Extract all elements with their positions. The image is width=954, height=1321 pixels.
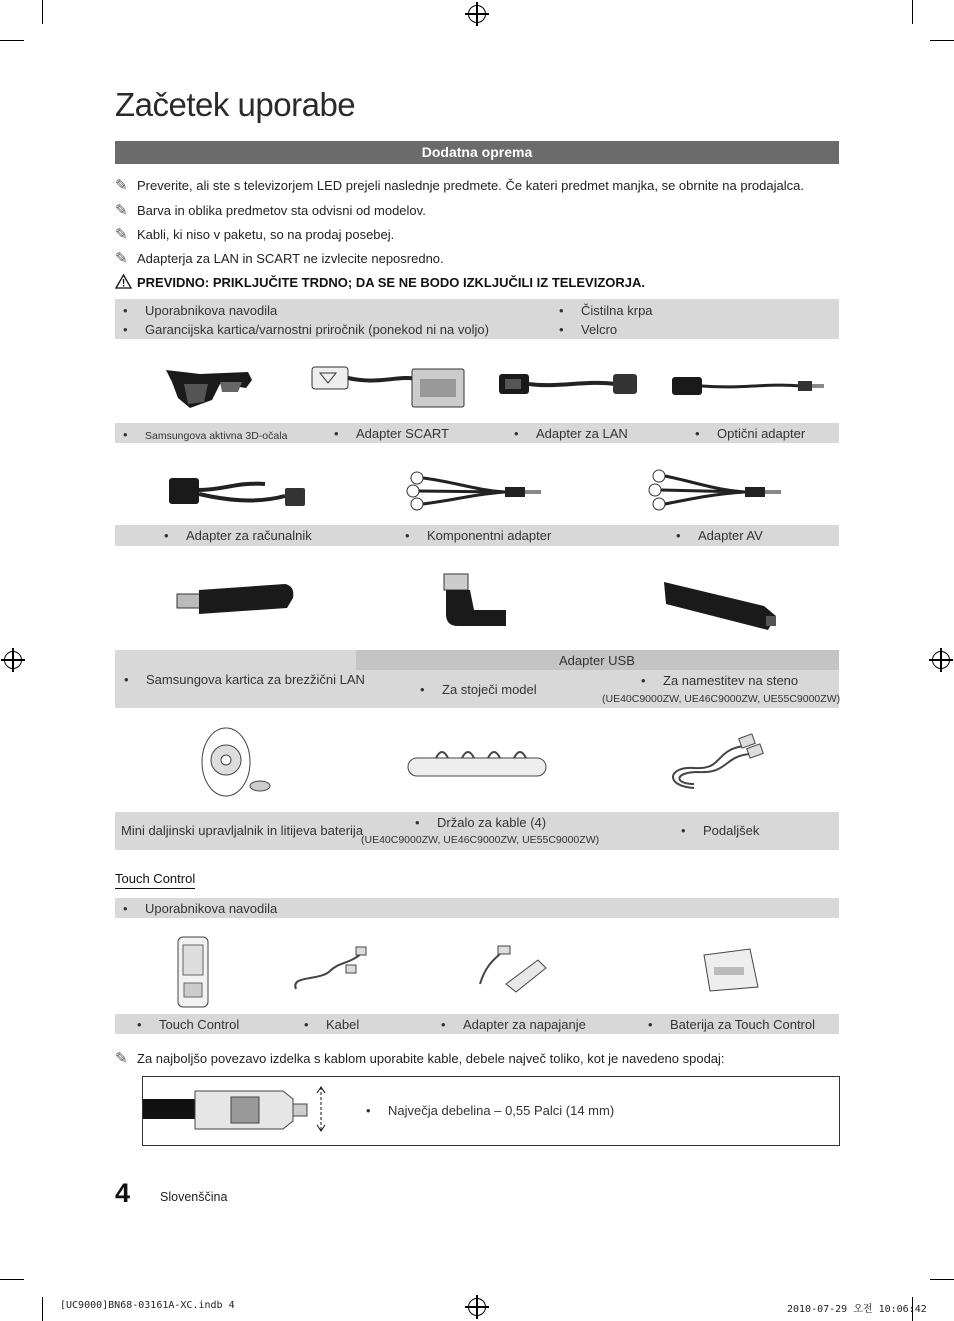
- item-label: • Adapter za napajanje: [441, 1017, 586, 1032]
- warning-line: [115, 274, 645, 290]
- list-item: • Velcro: [559, 322, 617, 337]
- mini-remote-illustration: [200, 724, 272, 798]
- item-label: Mini daljinski upravljalnik in litijeva baterija: [121, 823, 364, 838]
- pencil-icon: ✎: [115, 226, 128, 243]
- print-file-info: [UC9000]BN68-03161A-XC.indb 4: [60, 1300, 235, 1311]
- pencil-icon: ✎: [115, 177, 128, 194]
- warning-text: PREVIDNO: PRIKLJUČITE TRDNO; DA SE NE BODO IZKLJUČILI IZ TELEVIZORJA.: [137, 275, 645, 290]
- cable-holder-illustration: [404, 744, 550, 784]
- crop-mark: [42, 1297, 43, 1321]
- usb-adapter-header: Adapter USB: [559, 653, 635, 668]
- page-number: 4: [115, 1178, 131, 1208]
- model-list: (UE40C9000ZW, UE46C9000ZW, UE55C9000ZW): [361, 834, 600, 846]
- item-label: • Touch Control: [137, 1017, 239, 1032]
- crop-mark: [0, 1279, 24, 1280]
- note-item: [115, 225, 394, 243]
- usb-adapter-wall-illustration: [658, 576, 780, 632]
- note-item: [115, 249, 444, 267]
- touch-control-remote-illustration: [176, 935, 212, 1009]
- item-label: • Adapter za LAN: [514, 426, 628, 441]
- list-item: • Čistilna krpa: [559, 303, 653, 318]
- touch-control-cable-illustration: [290, 945, 370, 997]
- crop-mark: [930, 1279, 954, 1280]
- note-text: Barva in oblika predmetov sta odvisni od modelov.: [137, 203, 426, 218]
- note-item: [115, 1049, 725, 1067]
- list-item: • Garancijska kartica/varnostni priročnik (ponekod ni na voljo): [123, 322, 489, 337]
- item-label: • Samsungova aktivna 3D-očala: [123, 427, 287, 442]
- item-label: • Držalo za kable (4): [415, 815, 546, 830]
- pc-adapter-illustration: [165, 470, 310, 512]
- model-list: (UE40C9000ZW, UE46C9000ZW, UE55C9000ZW): [602, 693, 841, 705]
- battery-illustration: [700, 947, 760, 993]
- item-label: • Adapter AV: [676, 528, 763, 543]
- list-item: • Uporabnikova navodila: [123, 901, 277, 916]
- item-label: • Samsungova kartica za brezžični LAN: [124, 672, 365, 687]
- note-item: [115, 201, 426, 219]
- note-text: Za najboljšo povezavo izdelka s kablom uporabite kable, debele največ toliko, kot je navedeno spodaj:: [137, 1051, 725, 1066]
- lan-adapter-illustration: [497, 370, 642, 402]
- item-label: • Za stoječi model: [420, 682, 537, 697]
- 3d-glasses-illustration: [160, 360, 255, 412]
- optical-adapter-illustration: [670, 375, 830, 399]
- page-language: Slovenščina: [160, 1190, 228, 1204]
- usb-adapter-standing-illustration: [440, 570, 510, 628]
- note-text: Kabli, ki niso v paketu, so na prodaj posebej.: [137, 227, 395, 242]
- component-adapter-illustration: [405, 470, 550, 512]
- registration-mark-icon: [468, 5, 486, 23]
- crop-mark: [42, 0, 43, 24]
- pencil-icon: ✎: [115, 1050, 128, 1067]
- av-adapter-illustration: [645, 468, 790, 512]
- item-label: • Podaljšek: [681, 823, 759, 838]
- crop-mark: [930, 40, 954, 41]
- power-adapter-illustration: [476, 944, 550, 994]
- pencil-icon: ✎: [115, 250, 128, 267]
- section-header: Dodatna oprema: [115, 141, 839, 164]
- list-item: • Uporabnikova navodila: [123, 303, 277, 318]
- cable-thickness-illustration: [143, 1085, 333, 1135]
- item-label: • Komponentni adapter: [405, 528, 551, 543]
- cable-spec-text: • Največja debelina – 0,55 Palci (14 mm): [366, 1103, 614, 1118]
- note-text: Adapterja za LAN in SCART ne izvlecite neposredno.: [137, 251, 444, 266]
- registration-mark-icon: [4, 651, 22, 669]
- registration-mark-icon: [468, 1298, 486, 1316]
- warning-triangle-icon: [115, 274, 137, 290]
- scart-adapter-illustration: [308, 365, 468, 417]
- item-label: • Baterija za Touch Control: [648, 1017, 815, 1032]
- item-label: • Za namestitev na steno: [641, 673, 798, 688]
- item-label: • Optični adapter: [695, 426, 805, 441]
- note-item: [115, 176, 804, 194]
- crop-mark: [0, 40, 24, 41]
- registration-mark-icon: [932, 651, 950, 669]
- print-date-info: 2010-07-29 오전 10:06:42: [787, 1304, 927, 1315]
- touch-control-heading: Touch Control: [115, 871, 195, 889]
- note-text: Preverite, ali ste s televizorjem LED prejeli naslednje predmete. Če kateri predmet manjka, se obrnite na prodajalca.: [137, 178, 804, 193]
- page-title: Začetek uporabe: [115, 86, 356, 123]
- wireless-lan-dongle-illustration: [175, 580, 297, 620]
- extension-cable-illustration: [664, 726, 772, 794]
- item-label: • Adapter za računalnik: [164, 528, 312, 543]
- pencil-icon: ✎: [115, 202, 128, 219]
- item-label: • Kabel: [304, 1017, 359, 1032]
- crop-mark: [912, 0, 913, 24]
- item-label: • Adapter SCART: [334, 426, 449, 441]
